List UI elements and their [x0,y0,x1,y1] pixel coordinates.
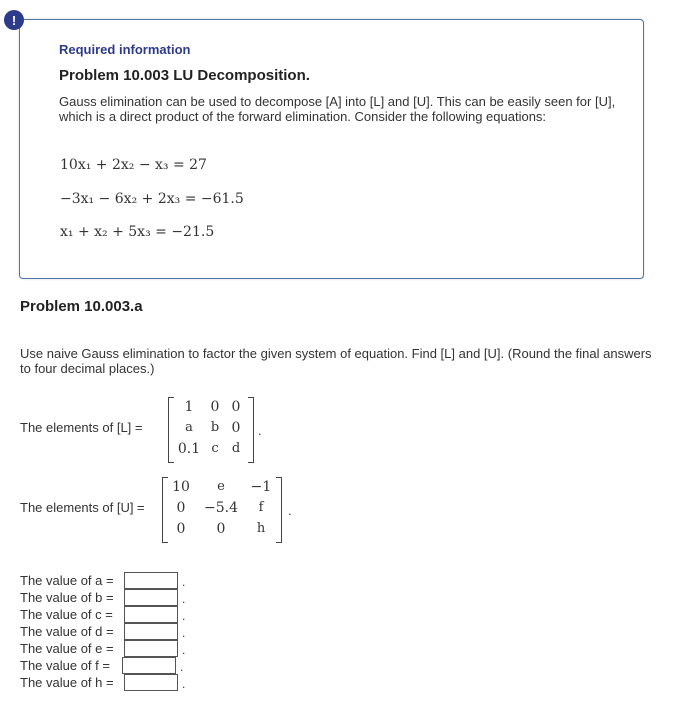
answer-input-b[interactable] [124,589,178,606]
matrix-l [168,397,254,463]
answer-input-f[interactable] [122,657,176,674]
answer-label-b: The value of b = [20,590,114,605]
matrix-u [162,477,282,543]
matrix-l-cell: 0.1 [177,441,201,457]
matrix-u-cell: e [217,479,225,494]
equation-1: 10x₁ + 2x₂ − x₃ = 27 [60,157,207,173]
answer-label-h: The value of h = [20,675,114,690]
required-info-box [19,19,644,279]
matrix-l-cell: a [185,420,193,435]
matrix-l-terminator: . [258,423,262,438]
answer-row-c [20,606,186,623]
matrix-l-cell: 1 [184,399,194,415]
required-information-heading: Required information [59,42,191,57]
matrix-u-cell: −1 [250,479,272,495]
answer-label-e: The value of e = [20,641,114,656]
answer-label-d: The value of d = [20,624,114,639]
answer-dot: . [182,626,186,640]
matrix-u-terminator: . [288,503,292,518]
answer-row-h [20,674,186,691]
matrix-u-label: The elements of [U] = [20,500,145,515]
answer-label-f: The value of f = [20,658,110,673]
matrix-l-cell: b [210,420,220,435]
matrix-u-cell: 0 [216,521,226,537]
matrix-u-cell: 10 [172,479,190,495]
equation-2: −3x₁ − 6x₂ + 2x₃ = −61.5 [60,191,244,207]
answer-row-f [20,657,184,674]
answer-dot: . [182,643,186,657]
answer-row-a [20,572,186,589]
matrix-u-cell: 0 [176,500,186,516]
answer-label-c: The value of c = [20,607,113,622]
matrix-l-cell: c [211,441,219,456]
answer-input-c[interactable] [124,606,178,623]
answer-list [20,572,186,691]
answer-dot: . [182,575,186,589]
answer-label-a: The value of a = [20,573,114,588]
problem-intro-text: Gauss elimination can be used to decompose [A] into [L] and [U]. This can be easily seen for [U], which is a direct product of the forward elimination. Consider the following equations: [59,94,616,124]
matrix-u-cell: f [258,500,264,515]
answer-row-e [20,640,186,657]
answer-row-d [20,623,186,640]
matrix-l-cell: 0 [231,420,241,436]
part-instructions: Use naive Gauss elimination to factor the given system of equation. Find [L] and [U]. (Round the final answers to four decimal places.) [20,346,652,376]
answer-row-b [20,589,186,606]
equation-3: x₁ + x₂ + 5x₃ = −21.5 [60,224,215,240]
answer-input-d[interactable] [124,623,178,640]
answer-dot: . [182,609,186,623]
answer-input-e[interactable] [124,640,178,657]
answer-input-a[interactable] [124,572,178,589]
alert-icon: ! [4,10,24,30]
matrix-u-cell: h [256,521,266,536]
problem-title: Problem 10.003 LU Decomposition. [59,67,310,84]
answer-dot: . [180,660,184,674]
matrix-l-cell: 0 [231,399,241,415]
answer-dot: . [182,677,186,691]
answer-dot: . [182,592,186,606]
part-title: Problem 10.003.a [20,298,143,315]
matrix-l-cell: 0 [210,399,220,415]
matrix-u-cell: −5.4 [204,500,238,516]
answer-input-h[interactable] [124,674,178,691]
matrix-l-label: The elements of [L] = [20,420,143,435]
matrix-l-cell: d [231,441,241,456]
matrix-u-cell: 0 [176,521,186,537]
